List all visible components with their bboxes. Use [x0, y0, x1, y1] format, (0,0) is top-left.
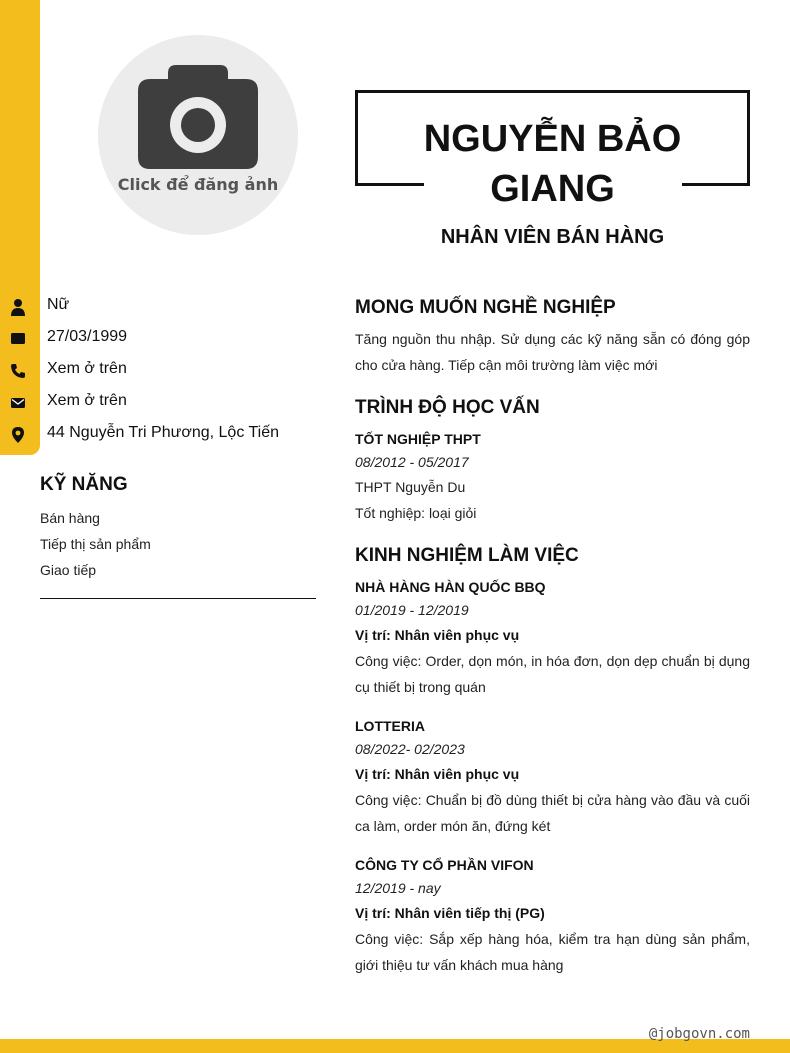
- contact-address: [0, 422, 320, 448]
- skills-heading: KỸ NĂNG: [40, 474, 128, 495]
- phone-value: Xem ở trên: [47, 360, 127, 377]
- birthday-value: 27/03/1999: [47, 328, 128, 345]
- location-pin-icon: [9, 426, 27, 444]
- photo-upload[interactable]: [98, 35, 298, 235]
- watermark: @jobgovn.com: [648, 1026, 750, 1042]
- candidate-name: NGUYỄN BẢO GIANG: [423, 118, 682, 210]
- job-position: Vị trí: Nhân viên tiếp thị (PG): [355, 905, 545, 921]
- job-duties: Công việc: Sắp xếp hàng hóa, kiểm tra hạn dùng sản phẩm, giới thiệu tư vấn khách mua hàng: [355, 931, 750, 973]
- objective-text: Tăng nguồn thu nhập. Sử dụng các kỹ năng sẵn có đóng góp cho cửa hàng. Tiếp cận môi trường làm việc mới: [355, 331, 750, 373]
- job-title: NHÂN VIÊN BÁN HÀNG: [440, 226, 665, 248]
- job-duties: Công việc: Chuẩn bị đồ dùng thiết bị cửa hàng vào đầu và cuối ca làm, order món ăn, đứng két: [355, 792, 750, 834]
- education-result: Tốt nghiệp: loại giỏi: [355, 505, 477, 521]
- camera-icon: [138, 65, 258, 169]
- contact-email: [0, 390, 320, 416]
- job-position: Vị trí: Nhân viên phục vụ: [355, 766, 520, 782]
- job-period: 08/2022- 02/2023: [355, 741, 465, 757]
- gender-value: Nữ: [47, 296, 70, 313]
- email-value: Xem ở trên: [47, 392, 127, 409]
- skill-item: Giao tiếp: [40, 562, 97, 578]
- contact-gender: [0, 294, 320, 320]
- job-company: CÔNG TY CỔ PHẦN VIFON: [355, 857, 534, 873]
- education-degree: TỐT NGHIỆP THPT: [355, 431, 481, 447]
- job-period: 01/2019 - 12/2019: [355, 602, 469, 618]
- objective-heading: MONG MUỐN NGHỀ NGHIỆP: [355, 297, 616, 318]
- education-period: 08/2012 - 05/2017: [355, 454, 469, 470]
- education-heading: TRÌNH ĐỘ HỌC VẤN: [355, 397, 540, 418]
- job-duties: Công việc: Order, dọn món, in hóa đơn, dọn dẹp chuẩn bị dụng cụ thiết bị trong quán: [355, 653, 750, 695]
- person-icon: [9, 298, 27, 316]
- envelope-icon: [9, 394, 27, 412]
- job-company: NHÀ HÀNG HÀN QUỐC BBQ: [355, 579, 546, 595]
- address-value: 44 Nguyễn Tri Phương, Lộc Tiến: [47, 424, 279, 441]
- photo-upload-label: Click để đăng ảnh: [117, 175, 279, 194]
- calendar-icon: [9, 330, 27, 348]
- skill-item: Bán hàng: [40, 510, 100, 526]
- skill-item: Tiếp thị sản phẩm: [40, 536, 151, 552]
- education-school: THPT Nguyễn Du: [355, 479, 466, 495]
- job-position: Vị trí: Nhân viên phục vụ: [355, 627, 520, 643]
- contact-birthday: [0, 326, 320, 352]
- experience-heading: KINH NGHIỆM LÀM VIỆC: [355, 545, 579, 566]
- accent-side-strip: [0, 0, 40, 455]
- contact-phone: [0, 358, 320, 384]
- job-company: LOTTERIA: [355, 718, 425, 734]
- phone-icon: [9, 362, 27, 380]
- job-period: 12/2019 - nay: [355, 880, 441, 896]
- skills-divider: [40, 598, 316, 599]
